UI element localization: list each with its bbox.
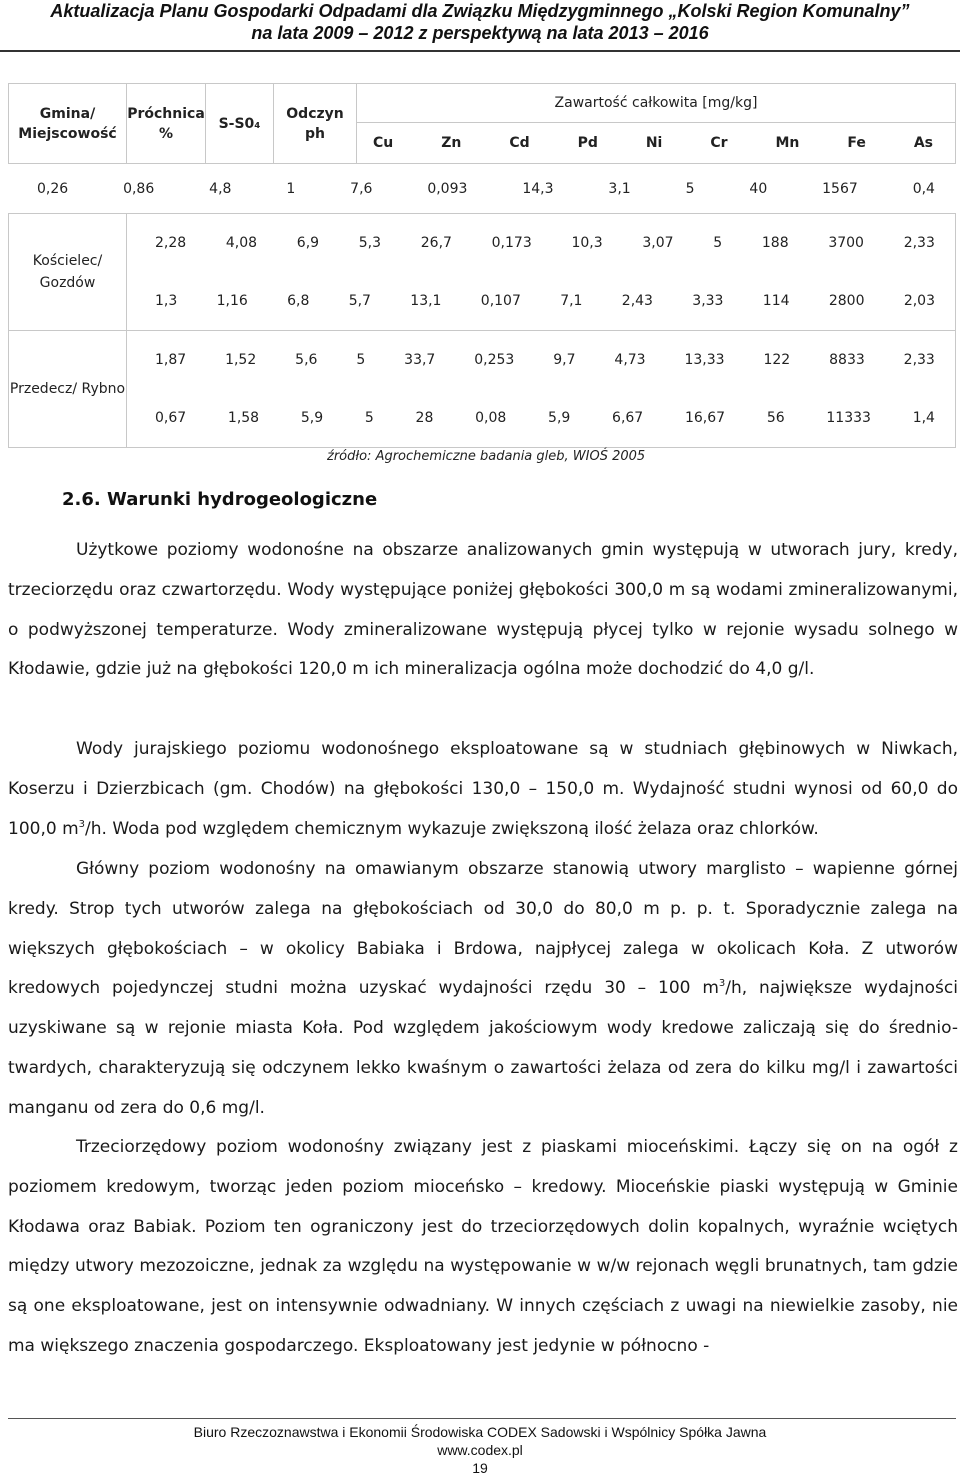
metal-label: Cu [373,135,394,151]
header-gmina: Gmina/ Miejscowość [9,84,127,164]
header-title-line2: na lata 2009 – 2012 z perspektywą na lata 2013 – 2016 [251,23,709,43]
place-przedecz: Przedecz/ Rybno [9,331,127,448]
paragraph-4: Trzeciorzędowy poziom wodonośny związany jest z piaskami mioceńskimi. Łączy się on na ogół z poziomem kredowym, tworząc jeden poziom mioceńsko – kredowy. Mioceńskie piaski występują w Gminie Kłodawa oraz Babiak. Poziom ten ograniczony jest do trzeciorzędowych dolin kopalnych, wyraźnie wciętych między utwory mezozoiczne, jednak za względu na występowanie w w/w rejonach węgli brunatnych, tam gdzie są one eksploatowane, jest on intensywnie odwadniany. W innych częściach z uwagi na niewielkie zasoby, nie ma większego znaczenia gospodarczego. Eksploatowany jest jedynie w północno - [8,1137,958,1356]
metal-label: Cd [509,135,530,151]
metal-label: Fe [847,135,866,151]
metal-label: Pd [577,135,598,151]
header-metal-labels [357,123,955,163]
place-koscielec: Kościelec/ Gozdów [9,214,127,331]
metal-label: As [913,135,933,151]
header-metals-group [357,84,956,164]
header-zawartosc: Zawartość całkowita [mg/kg] [357,84,955,123]
footer-company: Biuro Rzeczoznawstwa i Ekonomii Środowiska CODEX Sadowski i Wspólnicy Spółka Jawna [193,1424,767,1440]
header-odczyn: Odczyn ph [274,84,357,164]
soil-analysis-table [8,83,956,448]
footer-divider [8,1418,956,1419]
metal-label: Zn [441,135,462,151]
table-header-row [9,84,956,164]
table-row [9,164,956,214]
footer-website: www.codex.pl [437,1442,523,1458]
metal-label: Cr [710,135,728,151]
page-number: 19 [472,1460,488,1476]
header-divider [0,50,960,52]
row-values: 1,87 1,52 5,6 5 33,7 0,253 9,7 4,73 13,33 122 8833 2,33 [155,352,935,368]
metal-label: Mn [775,135,800,151]
row-values: 0,67 1,58 5,9 5 28 0,08 5,9 6,67 16,67 56 11333 1,4 [155,410,935,426]
paragraph-1: Użytkowe poziomy wodonośne na obszarze analizowanych gmin występują w utworach jury, kredy, trzeciorzędu oraz czwartorzędu. Wody występujące poniżej głębokości 300,0 m są wodami zmineralizowanymi, o podwyższonej temperaturze. Wody zmineralizowane występują płycej tylko w rejonie wysadu solnego w Kłodawie, gdzie już na głębokości 120,0 m ich mineralizacja ogólna może dochodzić do 4,0 g/l. [8,540,958,680]
metal-label: Ni [645,135,663,151]
paragraph-3: Główny poziom wodonośny na omawianym obszarze stanowią utwory marglisto – wapienne górnej kredy. Strop tych utworów zalega na głębokościach od 30,0 do 80,0 m p. p. t. Sporadycznie zalega na większych głębokościach – w okolicy Babiaka i Brdowa, najpłycej zalega w okolicach Koła. Z utworów kredowych pojedynczej studni można uzyskać wydajności rzędu 30 – 100 $m^3/h$, największe wydajności uzyskiwane są w rejonie miasta Koła. Pod względem jakościowym wody kredowe zaliczają się do średnio-twardych, charakteryzują się odczynem lekko kwaśnym o zawartości żelaza od zera do kilku mg/l i zawartości manganu od zera do 0,6 mg/l. [8,859,958,1118]
section-title: 2.6. Warunki hydrogeologiczne [62,489,378,510]
table-row [9,331,956,448]
header-title-line1: Aktualizacja Planu Gospodarki Odpadami dla Związku Międzygminnego „Kolski Region Komunalny” [50,1,910,21]
table-source: źródło: Agrochemiczne badania gleb, WIOŚ 2005 [327,449,646,464]
paragraph-2: Wody jurajskiego poziomu wodonośnego eksploatowane są w studniach głębinowych w Niwkach, Koserzu i Dzierzbicach (gm. Chodów) na głębokości 130,0 – 150,0 m. Wydajność studni wynosi od 60,0 do 100,0 $m^3/h$. Woda pod względem chemicznym wykazuje zwiększoną ilość żelaza oraz chlorków. [8,739,958,839]
row-values: 2,28 4,08 6,9 5,3 26,7 0,173 10,3 3,07 5 188 3700 2,33 [155,235,935,251]
header-prochnica: Próchnica % [127,84,206,164]
table-row [9,214,956,331]
row-values: 0,26 0,86 4,8 1 7,6 0,093 14,3 3,1 5 40 1567 0,4 [37,180,935,197]
row-values: 1,3 1,16 6,8 5,7 13,1 0,107 7,1 2,43 3,33 114 2800 2,03 [155,293,935,309]
header-s-so4: S-S0₄ [206,84,274,164]
